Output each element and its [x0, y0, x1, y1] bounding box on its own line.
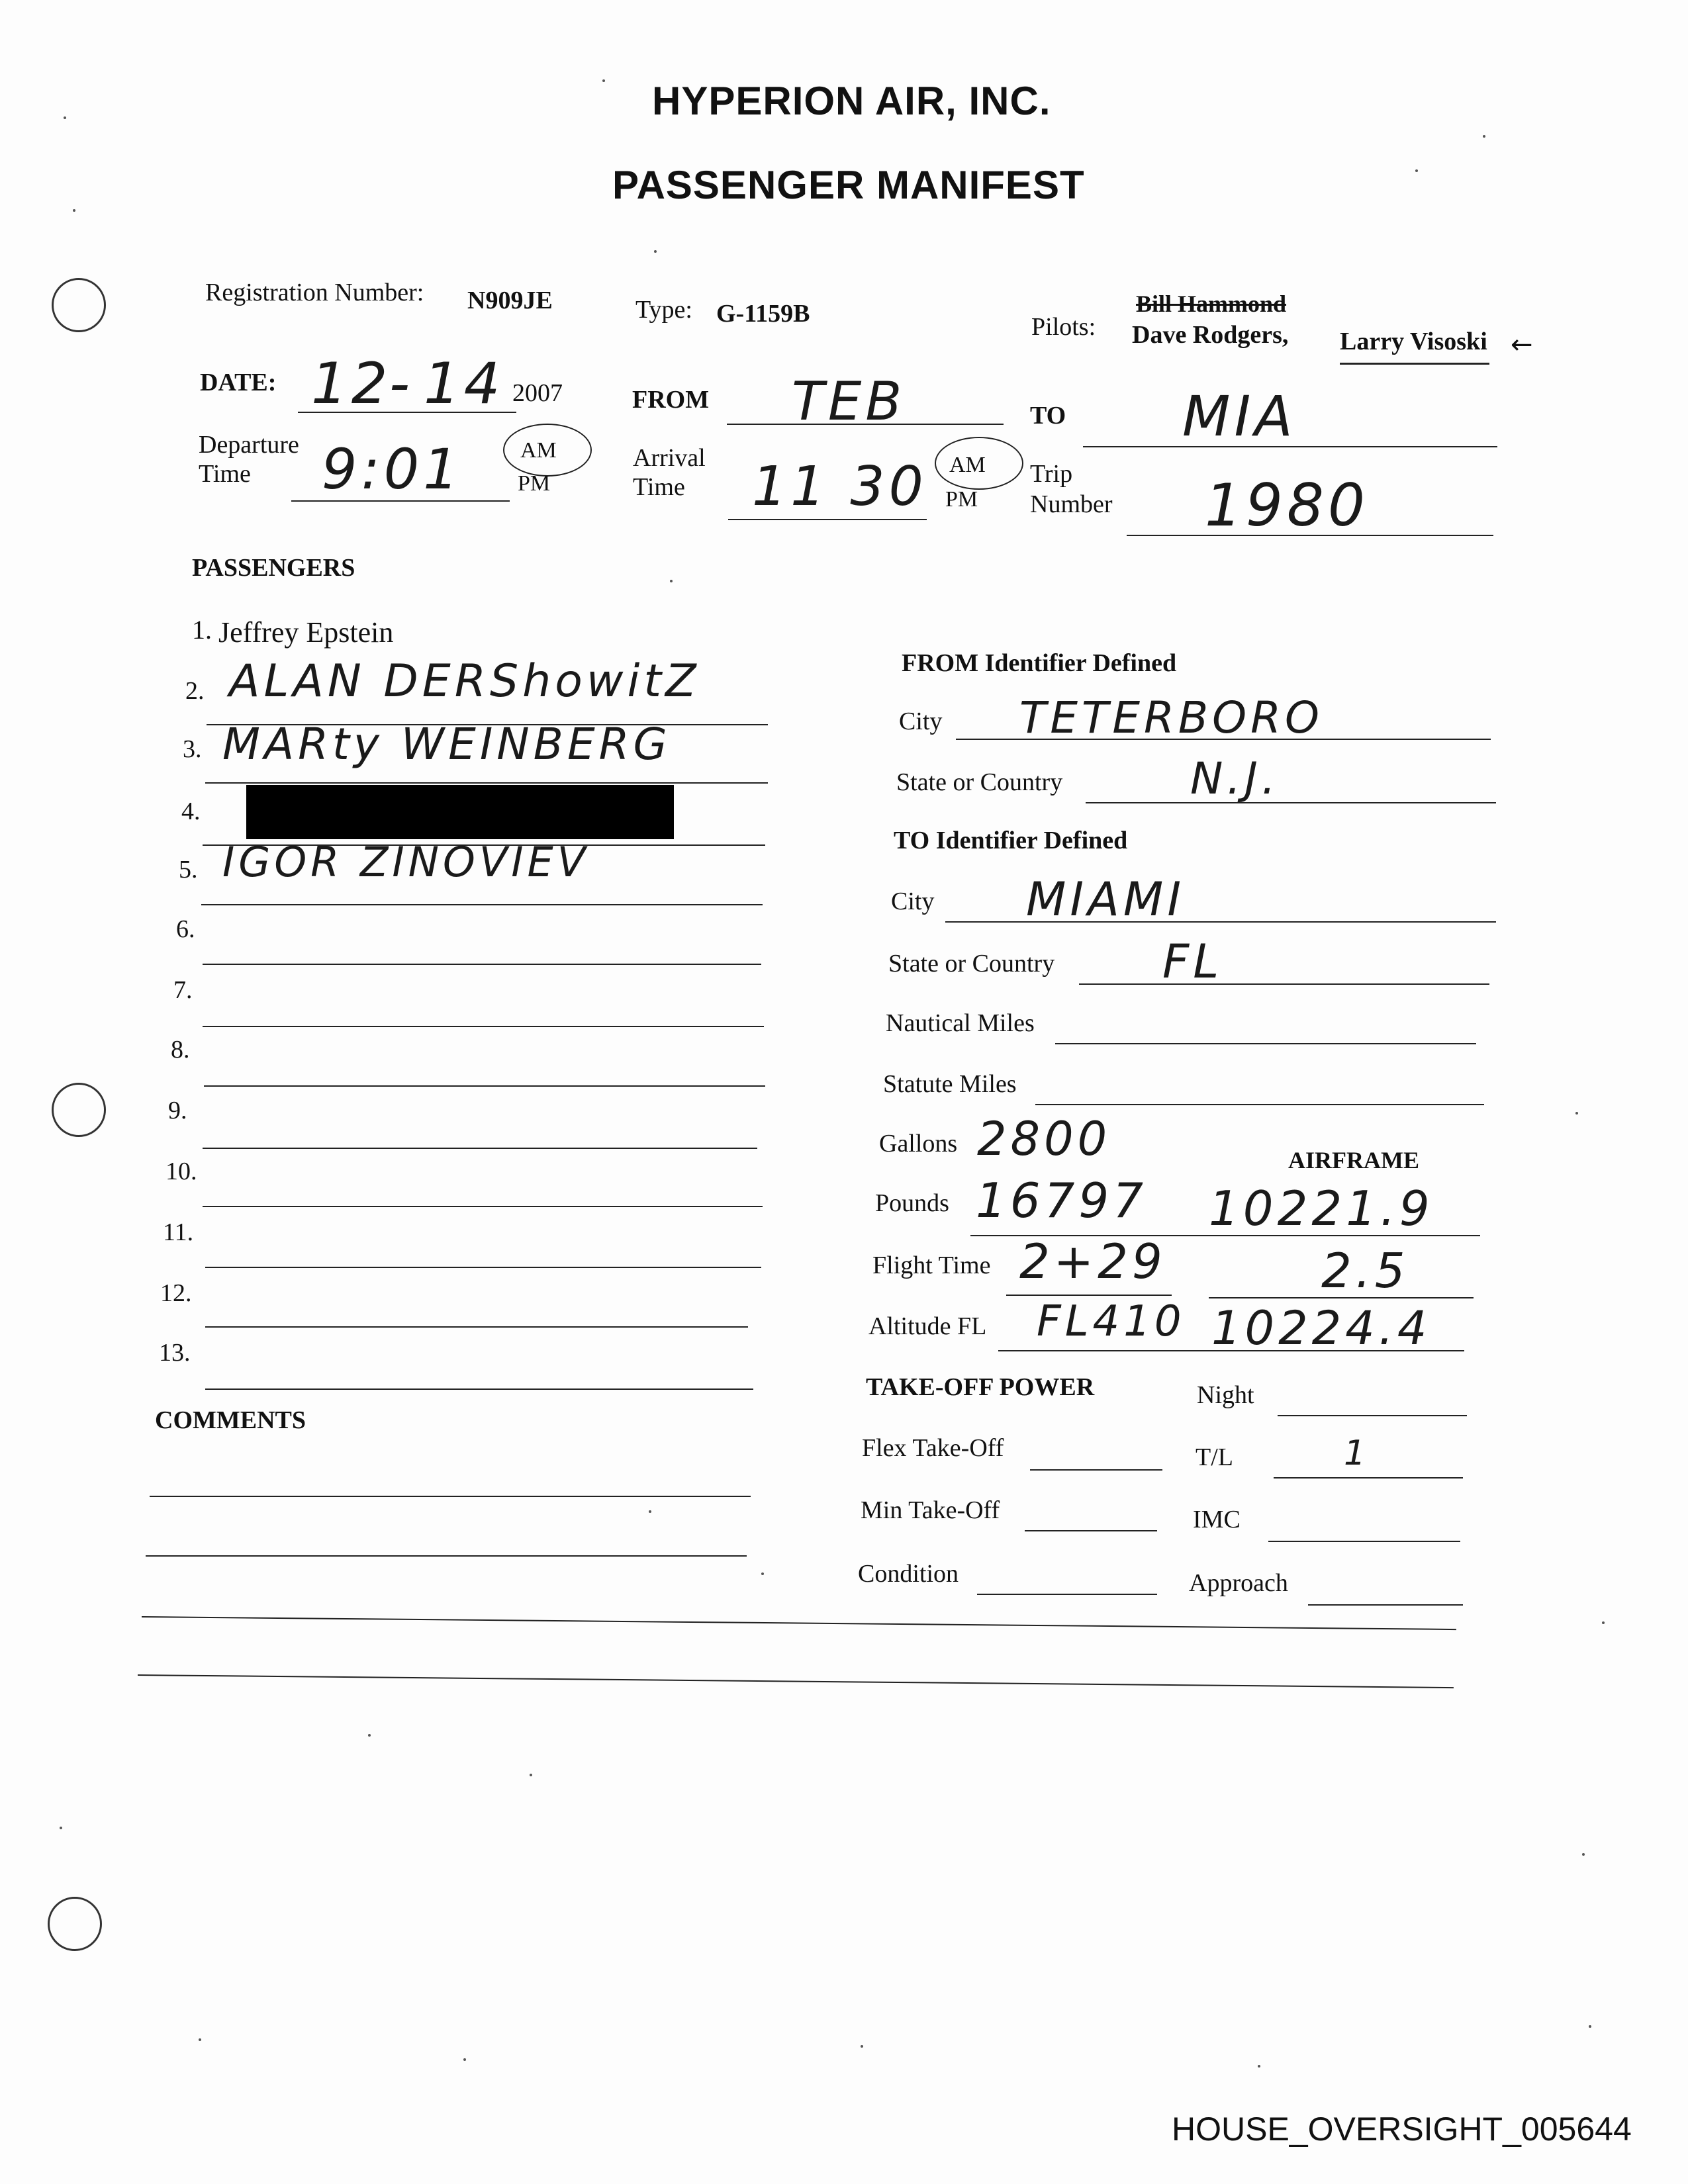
type-label: Type:: [635, 296, 692, 324]
min-takeoff-label: Min Take-Off: [861, 1496, 1000, 1524]
from-value: TEB: [792, 371, 906, 432]
registration-value: N909JE: [467, 287, 553, 314]
trip-label-1: Trip: [1030, 460, 1073, 488]
scan-speck: [1589, 2025, 1591, 2028]
to-city-label: City: [891, 887, 935, 915]
passenger-num-6: 6.: [176, 915, 195, 943]
altitude-line: [998, 1350, 1464, 1351]
scan-speck: [1582, 1853, 1585, 1856]
passenger-name-3: MARty WEINBERG: [222, 719, 671, 770]
flight-time-value: 2+29: [1019, 1234, 1166, 1289]
imc-label: IMC: [1193, 1506, 1241, 1533]
scan-speck: [861, 2045, 863, 2048]
passenger-num-1: 1.: [192, 615, 212, 645]
to-state-line: [1079, 983, 1489, 985]
date-year: 2007: [512, 379, 563, 407]
passenger-name-5: IGOR ZINOVIEV: [222, 838, 590, 886]
date-separator: -: [389, 351, 414, 417]
from-line: [727, 424, 1004, 425]
scan-speck: [602, 79, 605, 82]
departure-line: [291, 500, 510, 502]
departure-value: 9:01: [322, 437, 463, 502]
binder-hole-middle: [52, 1083, 106, 1137]
to-identifier-heading: TO Identifier Defined: [894, 827, 1128, 854]
scan-speck: [64, 116, 66, 119]
approach-label: Approach: [1189, 1569, 1288, 1597]
passenger-line-11: [205, 1267, 761, 1268]
date-line: [298, 412, 516, 413]
pilot-2: Larry Visoski: [1340, 328, 1487, 355]
type-value: G-1159B: [716, 300, 810, 328]
passenger-num-13: 13.: [159, 1339, 191, 1367]
scan-speck: [1575, 1112, 1578, 1115]
trip-line: [1127, 535, 1493, 536]
from-city-line: [956, 739, 1491, 740]
flight-time-line: [1006, 1295, 1172, 1296]
tl-line: [1274, 1477, 1463, 1479]
passenger-num-2: 2.: [185, 677, 205, 705]
nautical-miles-label: Nautical Miles: [886, 1009, 1035, 1037]
passenger-num-10: 10.: [165, 1158, 197, 1185]
altitude-label: Altitude FL: [868, 1312, 987, 1340]
scan-speck: [1602, 1621, 1605, 1624]
comments-line-3: [142, 1616, 1456, 1630]
comments-line-1: [150, 1496, 751, 1497]
scan-speck: [60, 1827, 62, 1829]
passenger-line-10: [203, 1206, 763, 1207]
airframe-value-2: 2.5: [1321, 1243, 1409, 1298]
date-day: 14: [424, 351, 504, 417]
flight-time-label: Flight Time: [872, 1251, 991, 1279]
to-city-value: MIAMI: [1026, 872, 1185, 927]
flex-takeoff-label: Flex Take-Off: [862, 1434, 1004, 1462]
airframe-value-3: 10224.4: [1211, 1301, 1431, 1355]
arrival-line: [728, 519, 927, 520]
passenger-num-7: 7.: [173, 976, 193, 1004]
from-city-value: TETERBORO: [1019, 692, 1323, 743]
takeoff-power-heading: TAKE-OFF POWER: [866, 1373, 1095, 1401]
statute-miles-label: Statute Miles: [883, 1070, 1017, 1098]
to-city-line: [945, 921, 1496, 923]
airframe-line-2: [1209, 1297, 1474, 1298]
tl-label: T/L: [1196, 1443, 1233, 1471]
scan-speck: [199, 2038, 201, 2041]
departure-label-1: Departure: [199, 431, 299, 459]
pilots-label: Pilots:: [1031, 313, 1096, 341]
passenger-num-5: 5.: [179, 856, 198, 884]
flex-takeoff-line: [1030, 1469, 1162, 1471]
comments-heading: COMMENTS: [155, 1406, 306, 1434]
imc-line: [1268, 1541, 1460, 1542]
scan-speck: [1258, 2065, 1260, 2068]
pilot-1: Dave Rodgers,: [1132, 321, 1289, 349]
scan-speck: [530, 1774, 532, 1776]
bates-number: HOUSE_OVERSIGHT_005644: [1172, 2111, 1632, 2148]
date-month: 12: [311, 351, 392, 417]
passenger-line-8: [204, 1085, 765, 1087]
altitude-value: FL410: [1037, 1297, 1186, 1346]
comments-line-4: [138, 1674, 1454, 1688]
airframe-value-1: 10221.9: [1209, 1181, 1434, 1236]
scan-speck: [670, 580, 673, 582]
from-state-value: N.J.: [1190, 753, 1280, 804]
from-state-line: [1086, 802, 1496, 803]
passenger-line-3: [205, 782, 768, 784]
registration-label: Registration Number:: [205, 279, 424, 306]
trip-label-2: Number: [1030, 490, 1113, 518]
to-label: TO: [1030, 402, 1066, 430]
trip-value: 1980: [1205, 471, 1369, 539]
passenger-num-11: 11.: [163, 1218, 194, 1246]
passenger-num-12: 12.: [160, 1279, 192, 1307]
scan-speck: [654, 250, 657, 253]
tl-value: 1: [1344, 1433, 1370, 1473]
passenger-line-6: [203, 964, 761, 965]
condition-line: [977, 1594, 1157, 1595]
passengers-heading: PASSENGERS: [192, 554, 355, 582]
company-name: HYPERION AIR, INC.: [652, 79, 1051, 123]
departure-pm: PM: [518, 471, 551, 496]
pilot-2-underline: [1340, 363, 1489, 365]
pounds-label: Pounds: [875, 1189, 949, 1217]
to-state-label: State or Country: [888, 950, 1055, 978]
passenger-num-3: 3.: [183, 735, 202, 763]
passenger-num-4: 4.: [181, 797, 201, 825]
to-line: [1083, 446, 1497, 447]
gallons-value: 2800: [977, 1112, 1111, 1166]
passenger-name-1: Jeffrey Epstein: [218, 616, 394, 649]
from-state-label: State or Country: [896, 768, 1063, 796]
pilot-struck-name: Bill Hammond: [1136, 291, 1287, 317]
from-city-label: City: [899, 707, 943, 735]
departure-label-2: Time: [199, 460, 251, 488]
passenger-num-8: 8.: [171, 1036, 190, 1064]
scan-speck: [73, 209, 75, 212]
to-state-value: FL: [1162, 934, 1223, 989]
pounds-value: 16797: [976, 1173, 1148, 1228]
scan-speck: [761, 1572, 764, 1575]
scan-speck: [1415, 169, 1418, 172]
passenger-num-9: 9.: [168, 1097, 187, 1124]
arrival-label-2: Time: [633, 473, 685, 501]
redaction-block: [246, 785, 674, 839]
arrival-value: 11 30: [752, 455, 927, 518]
binder-hole-bottom: [48, 1897, 102, 1951]
date-label: DATE:: [200, 369, 277, 396]
passenger-line-13: [205, 1388, 753, 1390]
scan-speck: [463, 2058, 466, 2061]
arrival-label-1: Arrival: [633, 444, 706, 472]
comments-line-2: [146, 1555, 747, 1557]
nautical-miles-line: [1055, 1043, 1476, 1044]
airframe-label: AIRFRAME: [1288, 1147, 1419, 1173]
from-identifier-heading: FROM Identifier Defined: [902, 649, 1177, 677]
passenger-line-5: [201, 904, 763, 905]
gallons-label: Gallons: [879, 1130, 958, 1158]
scan-speck: [1483, 135, 1485, 138]
night-label: Night: [1197, 1381, 1254, 1409]
condition-label: Condition: [858, 1560, 959, 1588]
passenger-line-7: [203, 1026, 764, 1027]
departure-am: AM: [520, 438, 557, 463]
passenger-name-2: ALAN DERShowitZ: [229, 655, 700, 707]
to-value: MIA: [1182, 384, 1297, 449]
arrival-pm: PM: [945, 487, 978, 512]
approach-line: [1308, 1604, 1463, 1606]
scan-speck: [368, 1734, 371, 1737]
document-title: PASSENGER MANIFEST: [612, 163, 1085, 207]
scan-speck: [649, 1510, 651, 1513]
from-label: FROM: [632, 386, 710, 414]
night-line: [1278, 1415, 1467, 1416]
passenger-line-12: [205, 1326, 748, 1328]
statute-miles-line: [1035, 1104, 1484, 1105]
binder-hole-top: [52, 278, 106, 332]
arrival-am: AM: [949, 453, 986, 477]
passenger-line-9: [203, 1148, 757, 1149]
arrow-mark-icon: ←: [1511, 330, 1533, 360]
min-takeoff-line: [1025, 1530, 1157, 1531]
